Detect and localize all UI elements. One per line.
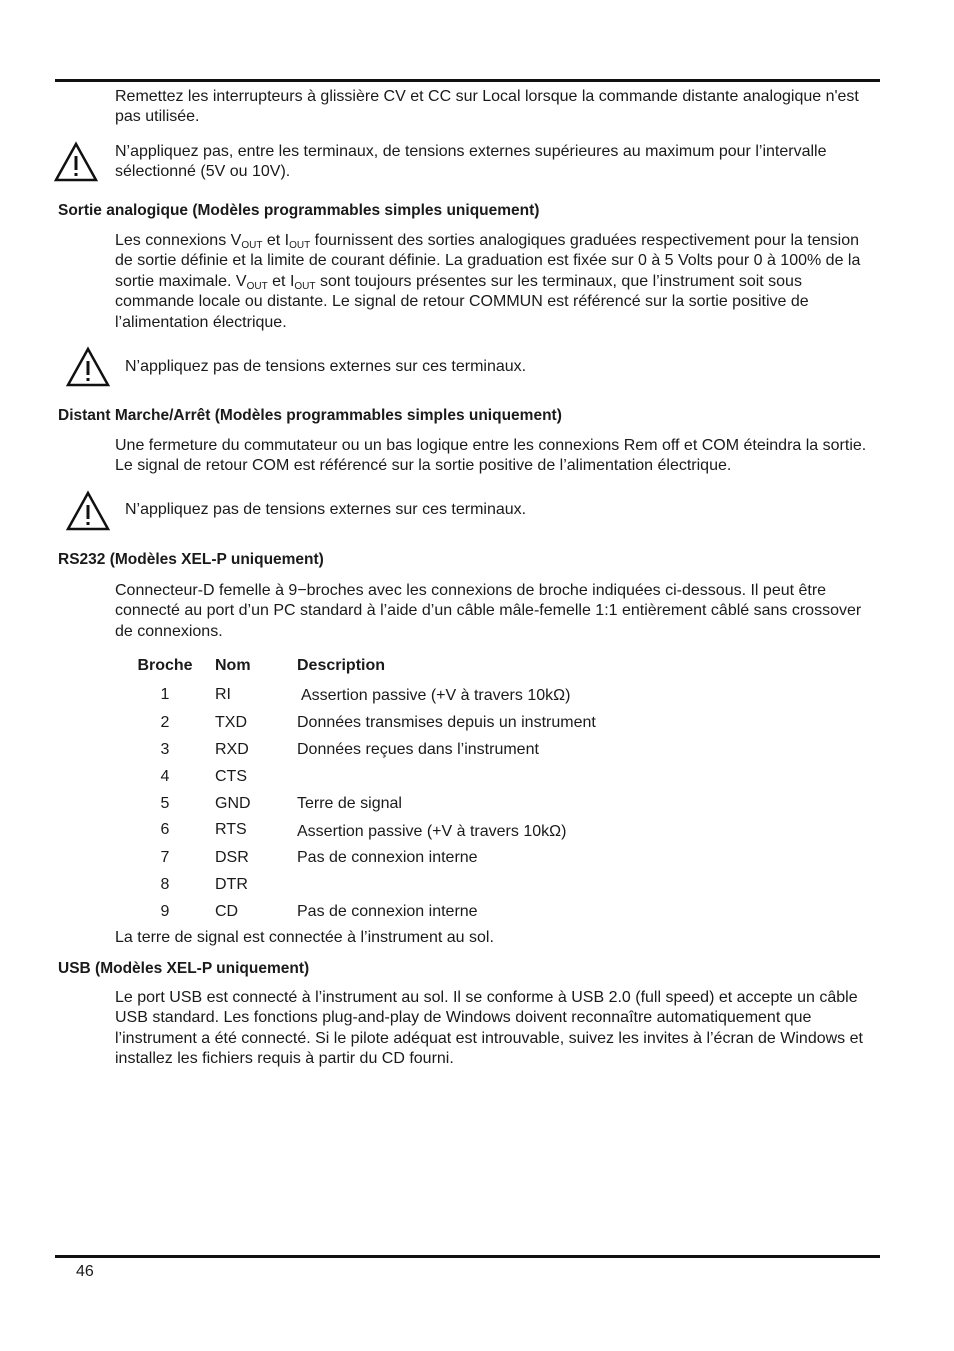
table-cell-description: Données reçues dans l’instrument — [297, 741, 539, 758]
column-header-name: Nom — [215, 657, 251, 674]
column-header-pin: Broche — [137, 657, 193, 674]
table-cell-pin: 1 — [160, 686, 170, 703]
heading-remote-onoff: Distant Marche/Arrêt (Modèles programmables simples uniquement) — [58, 407, 562, 424]
page-number: 46 — [76, 1263, 94, 1280]
table-cell-name: RTS — [215, 821, 247, 838]
warning-icon — [66, 490, 110, 532]
rs232-ground-note: La terre de signal est connectée à l’instrument au sol. — [115, 929, 494, 946]
warning-icon — [66, 346, 110, 388]
table-cell-description: Assertion passive (+V à travers 10kΩ) — [297, 823, 567, 840]
column-header-description: Description — [297, 657, 386, 674]
analog-output-paragraph: Les connexions $V_{OUT}$ et $I_{OUT}$ fournissent des sorties analogiques graduées respectivement pour la tension de sortie définie et la limite de courant définie. La graduation est fixée sur 0 à 5 Volts pour 0 à 100% de la sortie maximale. $V_{OUT}$ et $I_{OUT}$ sont toujours présentes sur les terminaux, que l’instrument soit sous commande locale ou distante. Le signal de retour COMMUN est référencé sur la sortie positive de l’alimentation électrique. — [115, 232, 861, 331]
table-cell-pin: 7 — [160, 849, 170, 866]
warning-text-remote: N’appliquez pas de tensions externes sur ces terminaux. — [125, 501, 527, 518]
table-cell-description: Données transmises depuis un instrument — [297, 714, 596, 731]
table-cell-pin: 2 — [160, 714, 170, 731]
table-cell-pin: 4 — [160, 768, 170, 785]
table-cell-name: DSR — [215, 849, 249, 866]
table-cell-pin: 3 — [160, 741, 170, 758]
warning-text-analog: N’appliquez pas de tensions externes sur ces terminaux. — [125, 358, 527, 375]
heading-rs232: RS232 (Modèles XEL-P uniquement) — [58, 551, 324, 568]
table-cell-name: RXD — [215, 741, 249, 758]
table-cell-pin: 5 — [160, 795, 170, 812]
table-cell-name: CD — [215, 903, 239, 920]
usb-paragraph: Le port USB est connecté à l’instrument au sol. Il se conforme à USB 2.0 (full speed) et accepte un câble USB standard. Les fonctions plug-and-play de Windows doivent reconnaître automatiquement que l’instrument a été connecté. Si le pilote adéquat est introuvable, suivez les invites à l’écran de Windows et installez les fichiers requis à partir du CD fourni. — [115, 989, 863, 1068]
warning-icon — [54, 141, 98, 183]
intro-paragraph: Remettez les interrupteurs à glissière CV et CC sur Local lorsque la commande distante analogique n'est pas utilisée. — [115, 88, 859, 126]
table-cell-name: GND — [215, 795, 251, 812]
table-cell-description: Assertion passive (+V à travers 10kΩ) — [301, 687, 571, 704]
table-cell-name: RI — [215, 686, 231, 703]
table-cell-description: Terre de signal — [297, 795, 402, 812]
table-cell-pin: 8 — [160, 876, 170, 893]
heading-analog-output: Sortie analogique (Modèles programmables simples uniquement) — [58, 202, 540, 219]
table-cell-pin: 9 — [160, 903, 170, 920]
table-cell-name: DTR — [215, 876, 248, 893]
heading-usb: USB (Modèles XEL-P uniquement) — [58, 960, 310, 977]
table-cell-pin: 6 — [160, 821, 170, 838]
top-rule — [55, 79, 880, 82]
table-cell-description: Pas de connexion interne — [297, 849, 478, 866]
table-cell-description: Pas de connexion interne — [297, 903, 478, 920]
pin-table — [135, 657, 735, 927]
table-cell-name: CTS — [215, 768, 247, 785]
table-cell-name: TXD — [215, 714, 247, 731]
bottom-rule — [55, 1255, 880, 1258]
remote-onoff-paragraph: Une fermeture du commutateur ou un bas logique entre les connexions Rem off et COM éteindra la sortie. Le signal de retour COM est référencé sur la sortie positive de l’alimentation électrique. — [115, 437, 867, 475]
rs232-paragraph: Connecteur-D femelle à 9−broches avec les connexions de broche indiquées ci-dessous. Il peut être connecté au port d’un PC standard à l’aide d’un câble mâle-femelle 1:1 entièrement câblé sans crossover de connexions. — [115, 582, 862, 640]
warning-text-range: N’appliquez pas, entre les terminaux, de tensions externes supérieures au maximum pour l’intervalle sélectionné (5V ou 10V). — [115, 143, 827, 181]
